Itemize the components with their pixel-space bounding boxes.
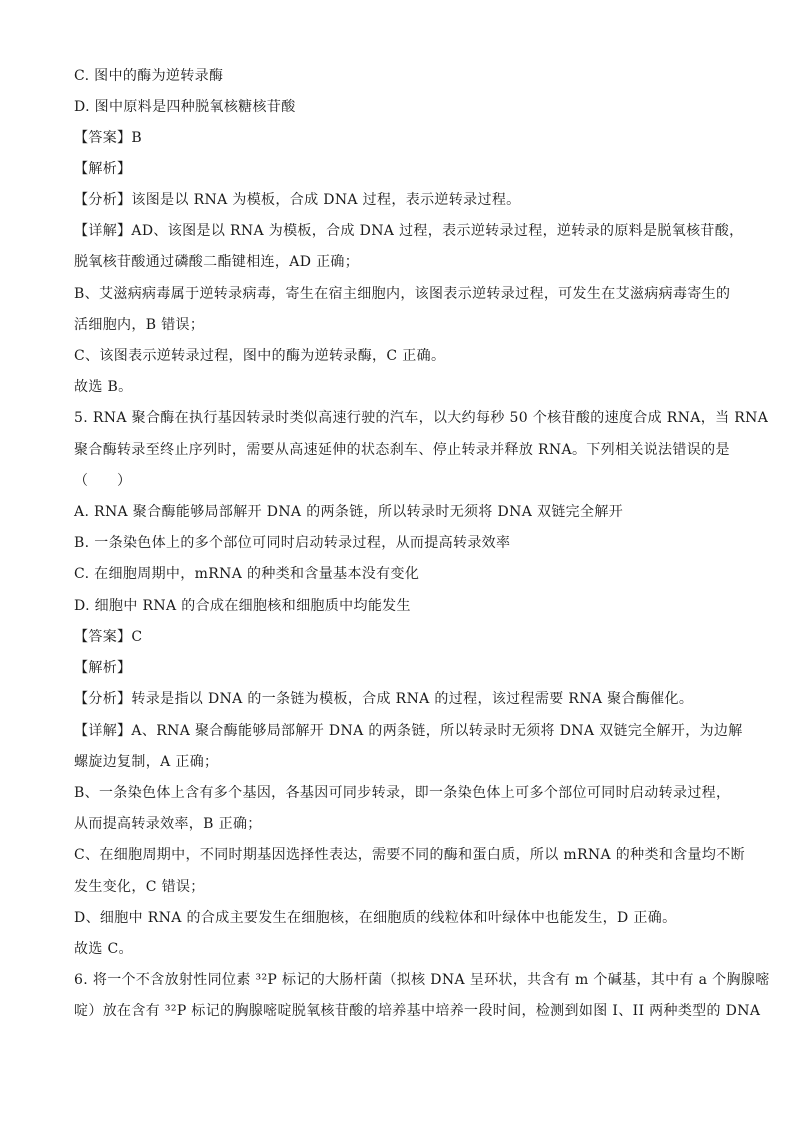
detail-q4-line2: 脱氧核苷酸通过磷酸二酯键相连，AD 正确； [74,254,360,270]
analysis-q4: 【分析】该图是以 RNA 为模板，合成 DNA 过程，表示逆转录过程。 [74,192,521,208]
detail-q5-line2: 螺旋边复制，A 正确； [74,754,219,770]
option-d-q4: D. 图中原料是四种脱氧核糖核苷酸 [74,99,296,115]
option-a-q5: A. RNA 聚合酶能够局部解开 DNA 的两条链，所以转录时无须将 DNA 双链完全解开 [74,504,624,520]
question-6-line2: 啶）放在含有 ³²P 标记的胸腺嘧啶脱氧核苷酸的培养基中培养一段时间，检测到如图 I、II 两种类型的 DNA [74,1003,761,1019]
question-5-line1: 5. RNA 聚合酶在执行基因转录时类似高速行驶的汽车，以大约每秒 50 个核苷酸的速度合成 RNA，当 RNA [74,410,769,426]
detail-q5-line5: C、在细胞周期中，不同时期基因选择性表达，需要不同的酶和蛋白质，所以 mRNA 的种类和含量均不断 [74,847,745,863]
detail-q4-line1: 【详解】AD、该图是以 RNA 为模板，合成 DNA 过程，表示逆转录过程，逆转录的原料是脱氧核苷酸， [74,223,744,239]
question-5-line2: 聚合酶转录至终止序列时，需要从高速延伸的状态刹车、停止转录并释放 RNA。下列相关说法错误的是 [74,442,730,458]
analysis-q5: 【分析】转录是指以 DNA 的一条链为模板，合成 RNA 的过程，该过程需要 RNA 聚合酶催化。 [74,691,694,707]
detail-q5-line7: D、细胞中 RNA 的合成主要发生在细胞核，在细胞质的线粒体和叶绿体中也能发生，D 正确。 [74,910,677,926]
conclusion-q4: 故选 B。 [74,379,133,395]
detail-q5-line6: 发生变化，C 错误； [74,879,205,895]
question-5-bracket: （ ） [74,473,132,489]
explanation-heading-q4: 【解析】 [74,161,132,177]
option-d-q5: D. 细胞中 RNA 的合成在细胞核和细胞质中均能发生 [74,598,411,614]
option-c-q4: C. 图中的酶为逆转录酶 [74,68,224,84]
detail-q5-line3: B、一条染色体上含有多个基因，各基因可同步转录，即一条染色体上可多个部位可同时启动转录过程， [74,785,731,801]
detail-q4-line5: C、该图表示逆转录过程，图中的酶为逆转录酶，C 正确。 [74,348,446,364]
detail-q5-line1: 【详解】A、RNA 聚合酶能够局部解开 DNA 的两条链，所以转录时无须将 DNA 双链完全解开，为边解 [74,723,743,739]
answer-q4: 【答案】B [74,130,143,146]
answer-q5: 【答案】C [74,629,143,645]
option-c-q5: C. 在细胞周期中，mRNA 的种类和含量基本没有变化 [74,566,420,582]
detail-q5-line4: 从而提高转录效率，B 正确； [74,816,262,832]
question-6-line1: 6. 将一个不含放射性同位素 ³²P 标记的大肠杆菌（拟核 DNA 呈环状，共含有 m 个碱基，其中有 a 个胸腺嘧 [74,972,770,988]
conclusion-q5: 故选 C。 [74,941,133,957]
detail-q4-line4: 活细胞内，B 错误； [74,317,205,333]
detail-q4-line3: B、艾滋病病毒属于逆转录病毒，寄生在宿主细胞内，该图表示逆转录过程，可发生在艾滋病病毒寄生的 [74,286,731,302]
explanation-heading-q5: 【解析】 [74,660,132,676]
option-b-q5: B. 一条染色体上的多个部位可同时启动转录过程，从而提高转录效率 [74,535,511,551]
